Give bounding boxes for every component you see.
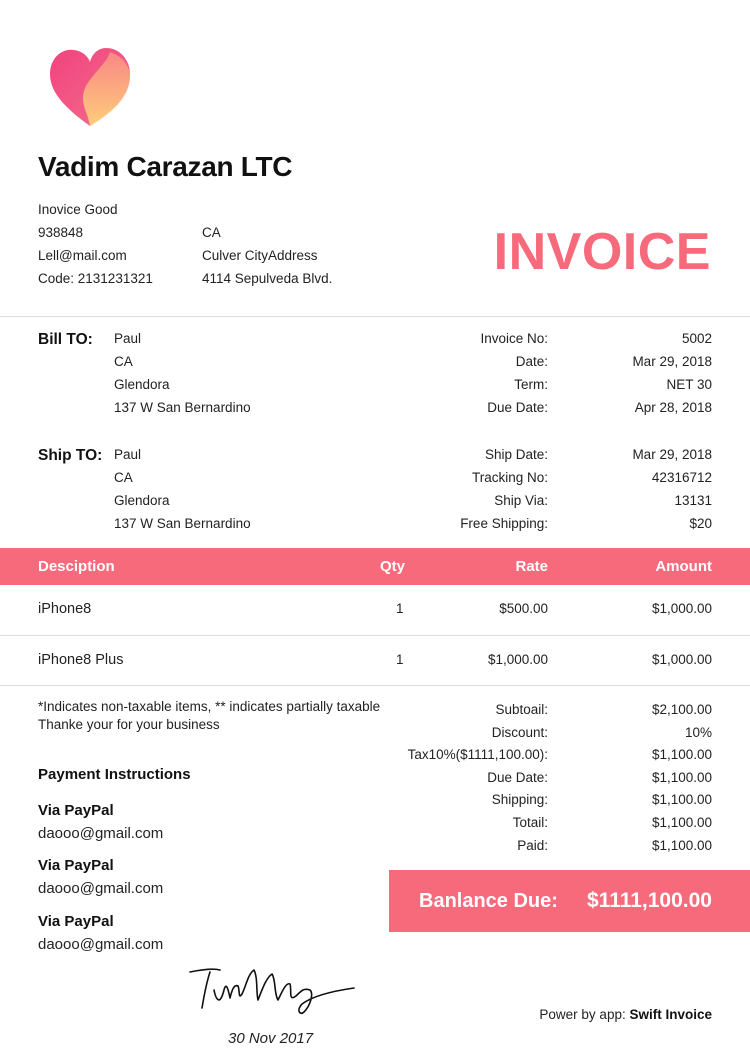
divider [0,685,750,686]
item-qty: 1 [396,601,404,616]
payment-email: daooo@gmail.com [38,880,164,897]
signature-image [186,960,358,1018]
bill-to-line: 137 W San Bernardino [114,400,251,415]
ship-to-line: Paul [114,447,142,462]
subtotal-label: Subtoail: [495,702,548,717]
payment-instructions-title: Payment Instructions [38,766,191,783]
discount-value: 10% [684,725,712,740]
term-value: NET 30 [666,377,712,392]
item-description: iPhone8 Plus [38,652,124,668]
free-shipping-label: Free Shipping: [460,516,548,531]
bill-to-line: Glendora [114,377,170,392]
column-header-rate: Rate [515,558,548,575]
company-name: Vadim Carazan LTC [38,151,293,182]
shipping-label: Shipping: [491,792,548,807]
item-description: iPhone8 [38,601,92,617]
bill-to-label: Bill TO: [38,331,93,348]
payment-method: Via PayPal [38,802,114,819]
term-label: Term: [514,377,548,392]
due-date-label: Due Date: [487,400,548,415]
date-value: Mar 29, 2018 [632,354,712,369]
company-code: Code: 2131231321 [38,271,153,286]
balance-due-label: Banlance Due: [419,890,558,912]
ship-via-label: Ship Via: [494,493,548,508]
payment-method: Via PayPal [38,857,114,874]
powered-by-prefix: Power by app: [539,1007,630,1022]
company-email: Lell@mail.com [38,248,127,263]
signature-date: 30 Nov 2017 [228,1030,314,1047]
bill-to-line: CA [114,354,133,369]
date-label: Date: [515,354,548,369]
paid-label: Paid: [517,838,548,853]
invoice-title: INVOICE [493,223,711,281]
balance-due-value: $1111,100.00 [587,889,712,912]
item-qty: 1 [396,652,404,667]
column-header-description: Desciption [38,558,115,575]
invoice-no-value: 5002 [681,331,712,346]
summary-due-date-label: Due Date: [487,770,548,785]
company-info-line: Inovice Good [38,202,118,217]
company-address-line: 4114 Sepulveda Blvd. [202,271,333,286]
item-rate: $1,000.00 [487,652,548,667]
discount-label: Discount: [491,725,548,740]
ship-to-line: CA [114,470,133,485]
items-table-header [0,548,750,585]
ship-via-value: 13131 [674,493,712,508]
column-header-qty: Qty [380,558,406,575]
thanks-note: Thanke your for your business [38,717,220,732]
balance-due-box [389,870,750,932]
payment-email: daooo@gmail.com [38,825,164,842]
ship-to-label: Ship TO: [38,447,103,464]
due-date-value: Apr 28, 2018 [634,400,712,415]
invoice-no-label: Invoice No: [480,331,548,346]
ship-to-line: 137 W San Bernardino [114,516,251,531]
table-row [0,636,750,686]
tax-value: $1,100.00 [651,747,712,762]
summary-due-date-value: $1,100.00 [651,770,712,785]
item-rate: $500.00 [499,601,548,616]
bill-to-line: Paul [114,331,142,346]
item-amount: $1,000.00 [651,601,712,616]
subtotal-value: $2,100.00 [651,702,712,717]
ship-date-label: Ship Date: [484,447,548,462]
company-info-line: 938848 [38,225,84,240]
tax-note: *Indicates non-taxable items, ** indicates partially taxable [38,699,381,714]
ship-to-line: Glendora [114,493,170,508]
divider [0,316,750,317]
free-shipping-value: $20 [689,516,712,531]
company-address-line: Culver CityAddress [202,248,318,263]
tracking-no-value: 42316712 [651,470,712,485]
powered-by-footer [539,1007,712,1022]
company-address-line: CA [202,225,221,240]
total-label: Totail: [512,815,548,830]
tracking-no-label: Tracking No: [471,470,548,485]
ship-date-value: Mar 29, 2018 [632,447,712,462]
payment-method: Via PayPal [38,913,114,930]
table-row [0,585,750,635]
tax-label: Tax10%($1111,100.00): [407,747,548,762]
paid-value: $1,100.00 [651,838,712,853]
total-value: $1,100.00 [651,815,712,830]
item-amount: $1,000.00 [651,652,712,667]
shipping-value: $1,100.00 [651,792,712,807]
company-logo-heart-icon [48,44,132,130]
column-header-amount: Amount [655,558,712,575]
payment-email: daooo@gmail.com [38,936,164,953]
powered-by-app-name: Swift Invoice [629,1007,712,1022]
